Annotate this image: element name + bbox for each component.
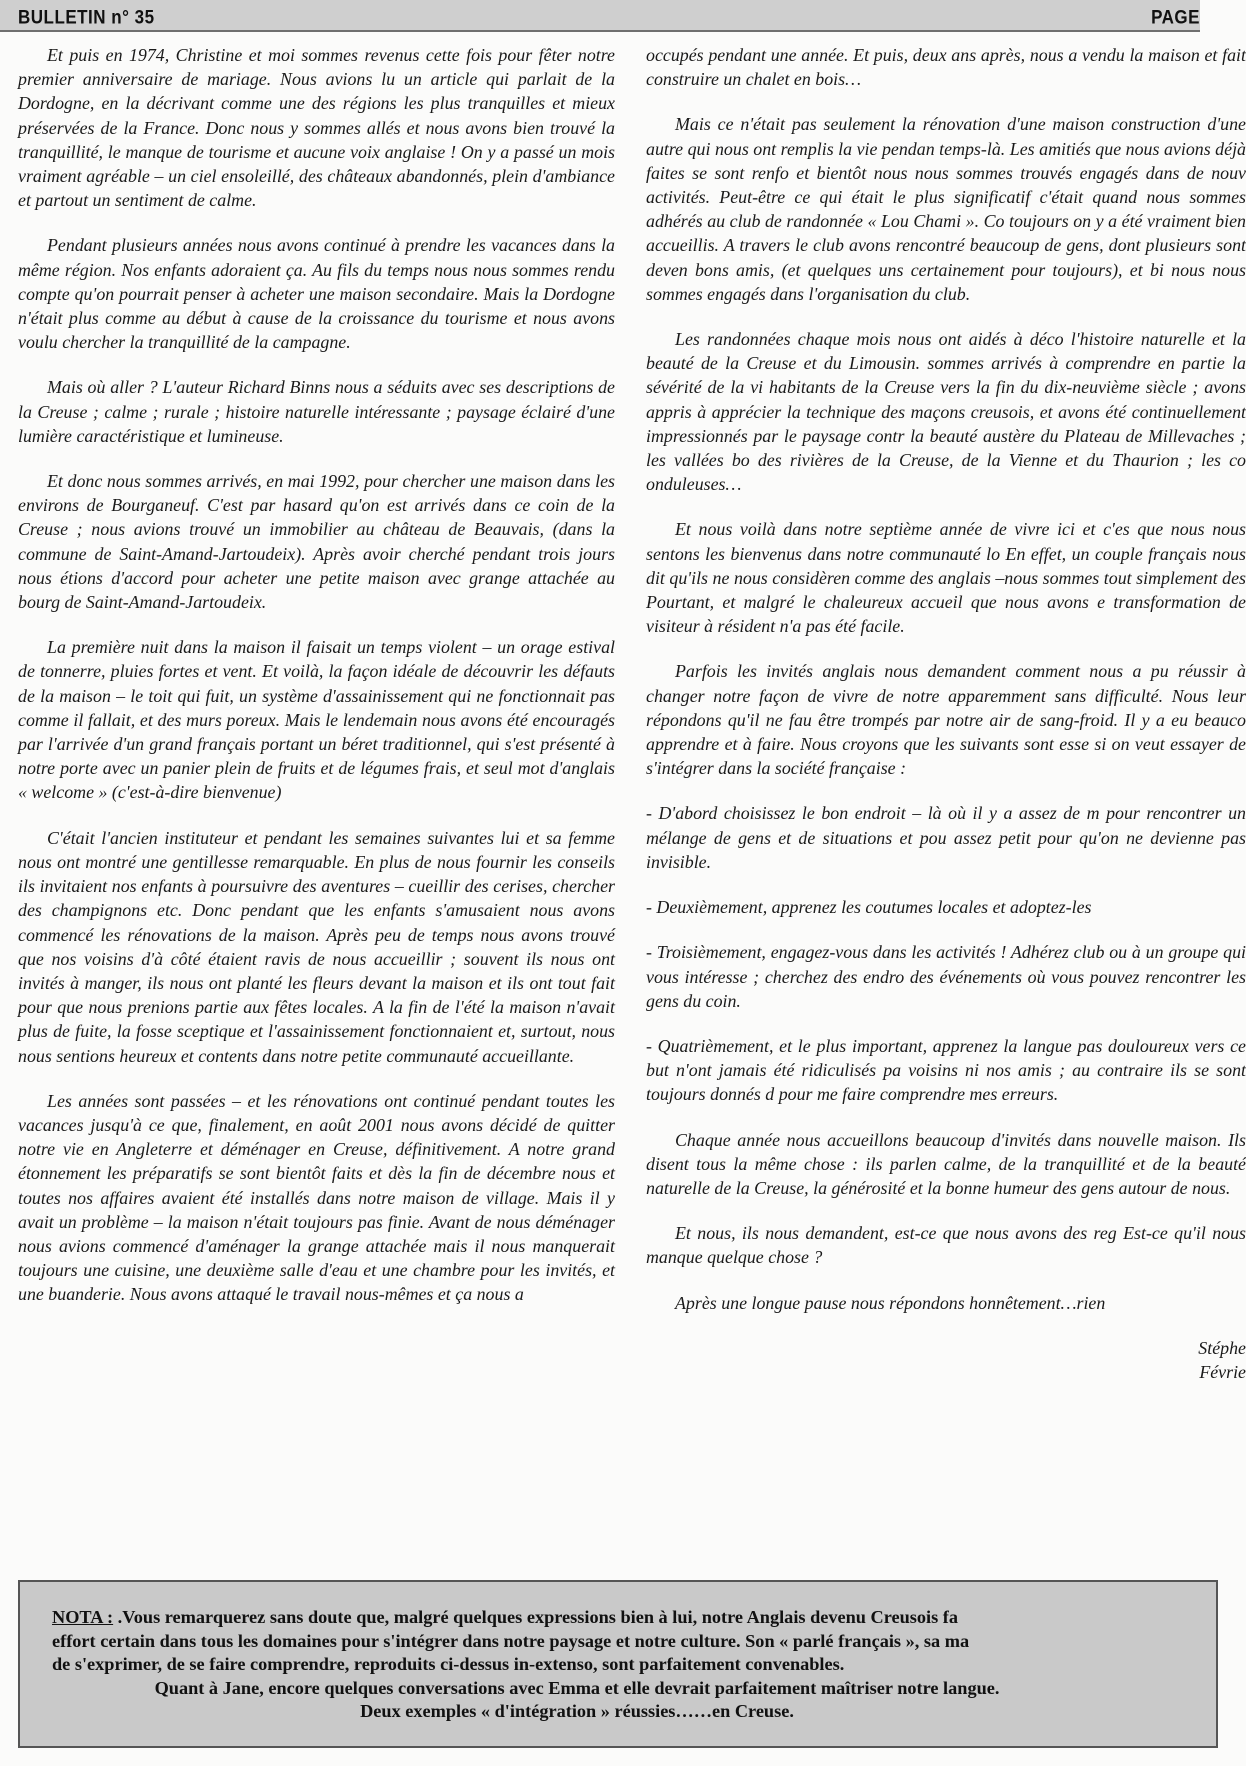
paragraph: La première nuit dans la maison il faisait un temps violent – un orage estival de tonnerre, pluies fortes et vent. Et voilà, la façon idéale de découvrir les défauts de la maison – le toit qui fuit, un système d'assainissement qui ne fonctionnait pas comme il fallait, et des murs poreux. Mais le lendemain nous avons été encouragés par l'arrivée d'un grand français portant un béret traditionnel, qui s'est présenté à notre porte avec un panier plein de fruits et de légumes frais, et seul mot d'anglais « welcome » (c'est-à-dire bienvenue) (18, 637, 615, 803)
paragraph: Et nous voilà dans notre septième année de vivre ici et c'es que nous nous sentons les bienvenus dans notre communauté lo En effet, un couple français nous dit qu'ils ne nous considèren comme des anglais –nous sommes tout simplement des Pourtant, et malgré le chaleureux accueil que nous avons e transformation de visiteur à résident n'a pas été facile. (646, 519, 1246, 637)
nota-label: NOTA : (52, 1607, 114, 1627)
paragraph: Mais où aller ? L'auteur Richard Binns nous a séduits avec ses descriptions de la Creuse ; calme ; rurale ; histoire naturelle intéressante ; paysage éclairé d'une lumière caractéristique et lumineuse. (18, 377, 615, 446)
nota-text: .Vous remarquerez sans doute que, malgré quelques expressions bien à lui, notre Anglais devenu Creusois fa (113, 1607, 959, 1627)
paragraph: Mais ce n'était pas seulement la rénovation d'une maison construction d'une autre qui nous ont remplis la vie pendan temps-là. Les amitiés que nous avions déjà faites se sont renfo et bientôt nous nous sommes trouvés engagés dans de nouv activités. Peut-être ce qui était le plus significatif c'était quand nous sommes adhérés au club de randonnée « Lou Chami ». Co toujours on y a été vraiment bien accueillis. A travers le club avons rencontré beaucoup de gens, dont plusieurs sont deven bons amis, (et quelques uns certainement pour toujours), et bi nous nous sommes engagés dans l'organisation du club. (646, 114, 1246, 304)
signature-date: Févrie (1199, 1361, 1246, 1382)
list-item: - Quatrièmement, et le plus important, apprenez la langue pas douloureux vers ce but n'ont jamais été ridiculisés pa voisins ni nos amis ; au contraire ils se sont toujours donnés d pour me faire comprendre mes erreurs. (646, 1035, 1246, 1105)
paragraph: Et nous, ils nous demandent, est-ce que nous avons des reg Est-ce qu'il nous manque quelque chose ? (646, 1223, 1246, 1268)
paragraph: Chaque année nous accueillons beaucoup d'invités dans nouvelle maison. Ils disent tous la même chose : ils parlen calme, de la tranquillité et de la beauté naturelle de la Creuse, la générosité et la bonne humeur des gens autour de nous. (646, 1129, 1246, 1198)
nota-line: effort certain dans tous les domaines pour s'intégrer dans notre paysage et notre culture. Son « parlé français », sa ma (52, 1630, 970, 1651)
page-label: PAGE (1151, 6, 1200, 28)
paragraph: Et donc nous sommes arrivés, en mai 1992, pour chercher une maison dans les environs de Bourganeuf. C'est par hasard qu'on est arrivés dans ce coin de la Creuse ; nous avions trouvé un immobilier au château de Beauvais, (dans la commune de Saint-Amand-Jartoudeix). Après avoir cherché pendant trois jours nous étions d'accord pour acheter une petite maison avec grange attachée au bourg de Saint-Amand-Jartoudeix. (18, 471, 615, 613)
nota-box (18, 1580, 1218, 1748)
paragraph: Parfois les invités anglais nous demandent comment nous a pu réussir à changer notre façon de vivre de notre apparemment sans difficulté. Nous leur répondons qu'il ne fau être trompés par notre air de sang-froid. Il y a eu beauco apprendre et à faire. Nous croyons que les suivants sont esse si on veut essayer de s'intégrer dans la société française : (646, 661, 1246, 779)
signature-name: Stéphe (1198, 1337, 1246, 1358)
paragraph: C'était l'ancien instituteur et pendant les semaines suivantes lui et sa femme nous ont montré une gentillesse remarquable. En plus de nous fournir les conseils ils invitaient nos enfants à poursuivre des aventures – cueillir des cerises, chercher des champignons etc. Donc pendant que les enfants s'amusaient nous avons commencé les rénovations de la maison. Après peu de temps nous avons trouvé que nos voisins d'à côté étaient ravis de nous accueillir ; souvent ils nous ont invités à manger, ils nous ont planté les fleurs devant la maison et ils ont tout fait pour que nous prenions partie aux fêtes locales. A la fin de l'été la maison n'avait plus de fuite, la fosse sceptique et l'assainissement fonctionnaient et, surtout, nous nous sentions heureux et contents dans notre petite communauté accueillante. (18, 827, 615, 1066)
list-item: - Deuxièmement, apprenez les coutumes locales et adoptez-les (646, 897, 1092, 918)
paragraph: Et puis en 1974, Christine et moi sommes revenus cette fois pour fêter notre premier anniversaire de mariage. Nous avions lu un article qui parlait de la Dordogne, en la décrivant comme une des régions les plus tranquilles et mieux préservées de la France. Donc nous y sommes allés et nous avons bien trouvé la tranquillité, le manque de tourisme et aucune voix anglaise ! On y a passé un mois vraiment agréable – un ciel ensoleillé, des châteaux abandonnés, plein d'ambiance et partout un sentiment de calme. (18, 45, 615, 211)
paragraph: Les années sont passées – et les rénovations ont continué pendant toutes les vacances jusqu'à ce que, finalement, en août 2001 nous avons décidé de quitter notre vie en Angleterre et déménager en Creuse, définitivement. A notre grand étonnement les préparatifs se sont bientôt faits et dès la fin de décembre nous et toutes nos affaires avaient été installés dans notre maison de village. Mais il y avait un problème – la maison n'était toujours pas finie. Avant de nous déménager nous avions commencé d'aménager la grange attachée mais il nous manquerait toujours une cuisine, une deuxième salle d'eau et une chambre pour les invités, et une buanderie. Nous avons attaqué le travail nous-mêmes et ça nous a (18, 1090, 615, 1305)
paragraph: Après une longue pause nous répondons honnêtement…rien (675, 1292, 1106, 1313)
nota-line: de s'exprimer, de se faire comprendre, reproduits ci-dessus in-extenso, sont parfaitement convenables. (52, 1654, 845, 1674)
paragraph: Pendant plusieurs années nous avons continué à prendre les vacances dans la même région. Nos enfants adoraient ça. Au fils du temps nous nous sommes rendu compte qu'on pourrait penser à acheter une maison secondaire. Mais la Dordogne n'était plus comme au début à cause de la croissance du tourisme et nous avons voulu chercher la tranquillité de la campagne. (18, 235, 615, 353)
list-item: - D'abord choisissez le bon endroit – là où il y a assez de m pour rencontrer un mélange de gens et de situations et pou assez petit pour qu'on ne devienne pas invisible. (646, 803, 1246, 872)
bulletin-number: BULLETIN n° 35 (18, 6, 155, 28)
nota-line: Deux exemples « d'intégration » réussies……en Creuse. (360, 1701, 794, 1721)
paragraph: Les randonnées chaque mois nous ont aidés à déco l'histoire naturelle et la beauté de la Creuse et du Limousin. sommes arrivés à comprendre en partie la sévérité de la vi habitants de la Creuse vers la fin du dix-neuvième siècle ; avons appris à apprécier la technique des maçons creusois, et avons été continuellement impressionnés par le paysage contr la beauté austère du Plateau de Millevaches ; les vallées bo des rivières de la Creuse, de la Vienne et du Thaurion ; les co onduleuses… (646, 329, 1246, 495)
left-column (18, 43, 615, 1328)
nota-line: Quant à Jane, encore quelques conversations avec Emma et elle devrait parfaitement maîtriser notre langue. (154, 1677, 1000, 1698)
nota-line (52, 1606, 1216, 1630)
signature (646, 1336, 1246, 1384)
page-header (0, 0, 1200, 32)
right-column (646, 43, 1246, 1384)
paragraph: occupés pendant une année. Et puis, deux ans après, nous a vendu la maison et fait construire un chalet en bois… (646, 45, 1246, 90)
list-item: - Troisièmement, engagez-vous dans les activités ! Adhérez club ou à un groupe qui vous intéresse ; cherchez des endro des événements où vous pouvez rencontrer les gens du coin. (646, 942, 1246, 1011)
